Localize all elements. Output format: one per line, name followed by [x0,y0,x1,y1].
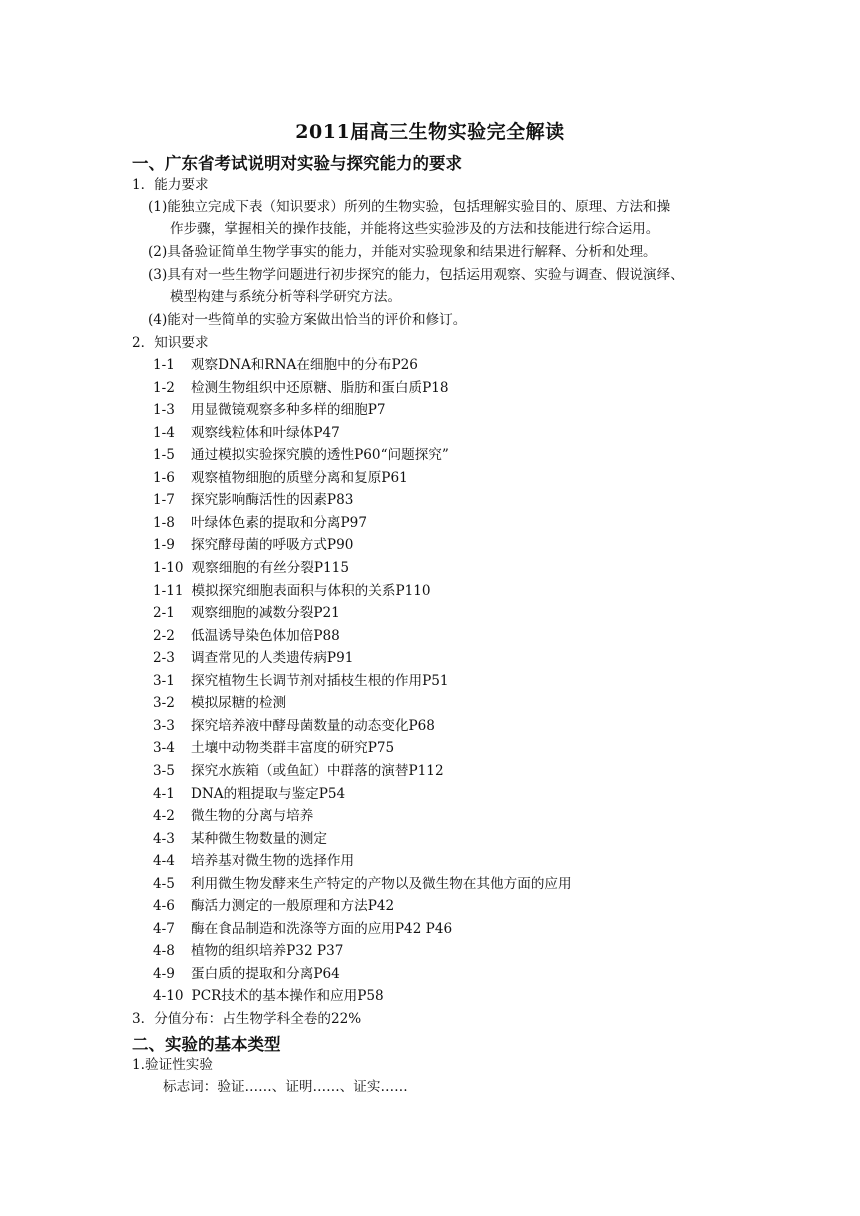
knowledge-item [153,875,572,893]
knowledge-item-code: 3-3 [153,717,175,734]
knowledge-item [153,694,286,712]
knowledge-item-code: 1-10 [153,560,184,576]
knowledge-item-text: 叶绿体色素的提取和分离P97 [191,514,367,531]
knowledge-item-text: 探究培养液中酵母菌数量的动态变化P68 [191,717,435,734]
knowledge-item-text: 土壤中动物类群丰富度的研究P75 [191,740,395,757]
knowledge-item-text: 微生物的分离与培养 [191,808,314,824]
knowledge-item-text: 观察线粒体和叶绿体P47 [191,424,340,441]
knowledge-item-text: 用显微镜观察多种多样的细胞P7 [191,402,386,419]
knowledge-item-text: 观察细胞的减数分裂P21 [191,605,340,621]
knowledge-item [153,491,353,509]
knowledge-item-text: 利用微生物发酵来生产特定的产物以及微生物在其他方面的应用 [191,875,572,892]
knowledge-item-code: 4-5 [153,875,175,892]
knowledge-item-code: 3-4 [153,740,175,757]
knowledge-item-code: 1-2 [153,379,175,396]
knowledge-item [153,649,353,667]
knowledge-item-text: 低温诱导染色体加倍P88 [191,627,340,644]
knowledge-item [153,356,418,374]
knowledge-item [153,446,449,464]
part-1-label: 1．能力要求 [132,177,209,193]
knowledge-item [153,401,386,419]
knowledge-item-code: 4-6 [153,898,175,915]
knowledge-item-code: 4-3 [153,830,175,847]
knowledge-item [153,942,343,960]
knowledge-item [153,717,435,735]
knowledge-item-text: 培养基对微生物的选择作用 [191,853,355,870]
knowledge-item-text: 蛋白质的提取和分离P64 [191,965,340,982]
knowledge-item-text: 模拟尿糖的检测 [191,695,287,712]
knowledge-item-code: 4-9 [153,965,175,982]
knowledge-item-code: 1-3 [153,402,175,419]
knowledge-item [153,807,313,825]
knowledge-item-code: 1-1 [153,357,175,373]
knowledge-item-code: 3-5 [153,762,175,779]
knowledge-item-code: 4-7 [153,920,175,937]
knowledge-item-code: 1-7 [153,492,175,509]
knowledge-item [153,514,367,532]
knowledge-item [153,830,327,848]
knowledge-item [153,897,394,915]
knowledge-item [153,424,340,442]
knowledge-item [153,379,449,397]
ability-item-4: (4)能对一些简单的实验方案做出恰当的评价和修订。 [148,312,467,328]
knowledge-item-text: 酶在食品制造和洗涤等方面的应用P42 P46 [191,920,453,937]
knowledge-item-code: 3-2 [153,695,175,712]
knowledge-item-text: 通过模拟实验探究膜的透性P60“问题探究” [191,447,449,464]
knowledge-item-text: 某种微生物数量的测定 [191,830,327,847]
knowledge-item [153,965,340,983]
knowledge-item-code: 4-2 [153,808,175,824]
knowledge-item-code: 1-11 [153,582,184,599]
knowledge-item-code: 1-8 [153,514,175,531]
knowledge-item-code: 4-1 [153,785,175,802]
knowledge-item-code: 1-5 [153,447,175,464]
knowledge-item-text: 探究植物生长调节剂对插枝生根的作用P51 [191,672,449,689]
knowledge-item [153,604,340,622]
knowledge-item-code: 2-3 [153,650,175,667]
knowledge-item-text: 探究酵母菌的呼吸方式P90 [191,537,354,554]
ability-item-3: (3)具有对一些生物学问题进行初步探究的能力，包括运用观察、实验与调查、假说演绎、 [148,267,684,283]
knowledge-item-text: 探究水族箱（或鱼缸）中群落的演替P112 [191,762,444,779]
knowledge-item-code: 1-6 [153,469,175,486]
knowledge-item [153,920,452,938]
knowledge-item-code: 1-4 [153,424,175,441]
ability-item-3-cont: 模型构建与系统分析等科学研究方法。 [170,289,402,305]
keywords-line: 标志词：验证……、证明……、证实…… [163,1079,408,1095]
knowledge-item-code: 4-8 [153,943,175,960]
document-title: 2011届高三生物实验完全解读 [295,121,565,143]
section-2-heading: 二、实验的基本类型 [132,1035,281,1054]
knowledge-item [153,739,394,757]
knowledge-item-code: 3-1 [153,672,175,689]
knowledge-item-code: 2-1 [153,605,175,621]
knowledge-item [153,762,444,780]
knowledge-item [153,785,345,803]
knowledge-item [153,672,449,690]
knowledge-item-text: 酶活力测定的一般原理和方法P42 [191,898,395,915]
ability-item-1: (1)能独立完成下表（知识要求）所列的生物实验，包括理解实验目的、原理、方法和操 [148,199,671,215]
knowledge-item-text: 观察DNA和RNA在细胞中的分布P26 [191,357,418,373]
knowledge-item-text: 检测生物组织中还原糖、脂肪和蛋白质P18 [191,379,449,396]
knowledge-item [153,536,353,554]
part-2-label: 2．知识要求 [132,335,209,351]
knowledge-item-code: 1-9 [153,537,175,554]
ability-item-2: (2)具备验证简单生物学事实的能力，并能对实验现象和结果进行解释、分析和处理。 [148,244,657,260]
knowledge-item-text: DNA的粗提取与鉴定P54 [191,785,346,802]
knowledge-item-text: 观察植物细胞的质壁分离和复原P61 [191,469,408,486]
knowledge-item [153,582,431,600]
knowledge-item [153,852,354,870]
knowledge-item-code: 4-4 [153,853,175,870]
knowledge-item [153,627,340,645]
ability-item-1-cont: 作步骤，掌握相关的操作技能，并能将这些实验涉及的方法和技能进行综合运用。 [170,221,660,237]
section-1-heading: 一、广东省考试说明对实验与探究能力的要求 [132,154,462,173]
knowledge-item-text: 调查常见的人类遗传病P91 [191,650,354,667]
knowledge-item-text: 模拟探究细胞表面积与体积的关系P110 [191,582,431,599]
knowledge-item [153,559,349,577]
knowledge-item-code: 4-10 [153,988,184,1005]
knowledge-item [153,987,384,1005]
knowledge-item-text: 观察细胞的有丝分裂P115 [191,560,349,576]
verification-experiment-label: 1.验证性实验 [132,1057,213,1073]
knowledge-item [153,469,408,487]
knowledge-item-code: 2-2 [153,627,175,644]
knowledge-item-text: PCR技术的基本操作和应用P58 [191,988,384,1005]
knowledge-item-text: 探究影响酶活性的因素P83 [191,492,354,509]
part-3-label: 3．分值分布：占生物学科全卷的22% [132,1011,362,1027]
knowledge-item-text: 植物的组织培养P32 P37 [191,943,344,960]
